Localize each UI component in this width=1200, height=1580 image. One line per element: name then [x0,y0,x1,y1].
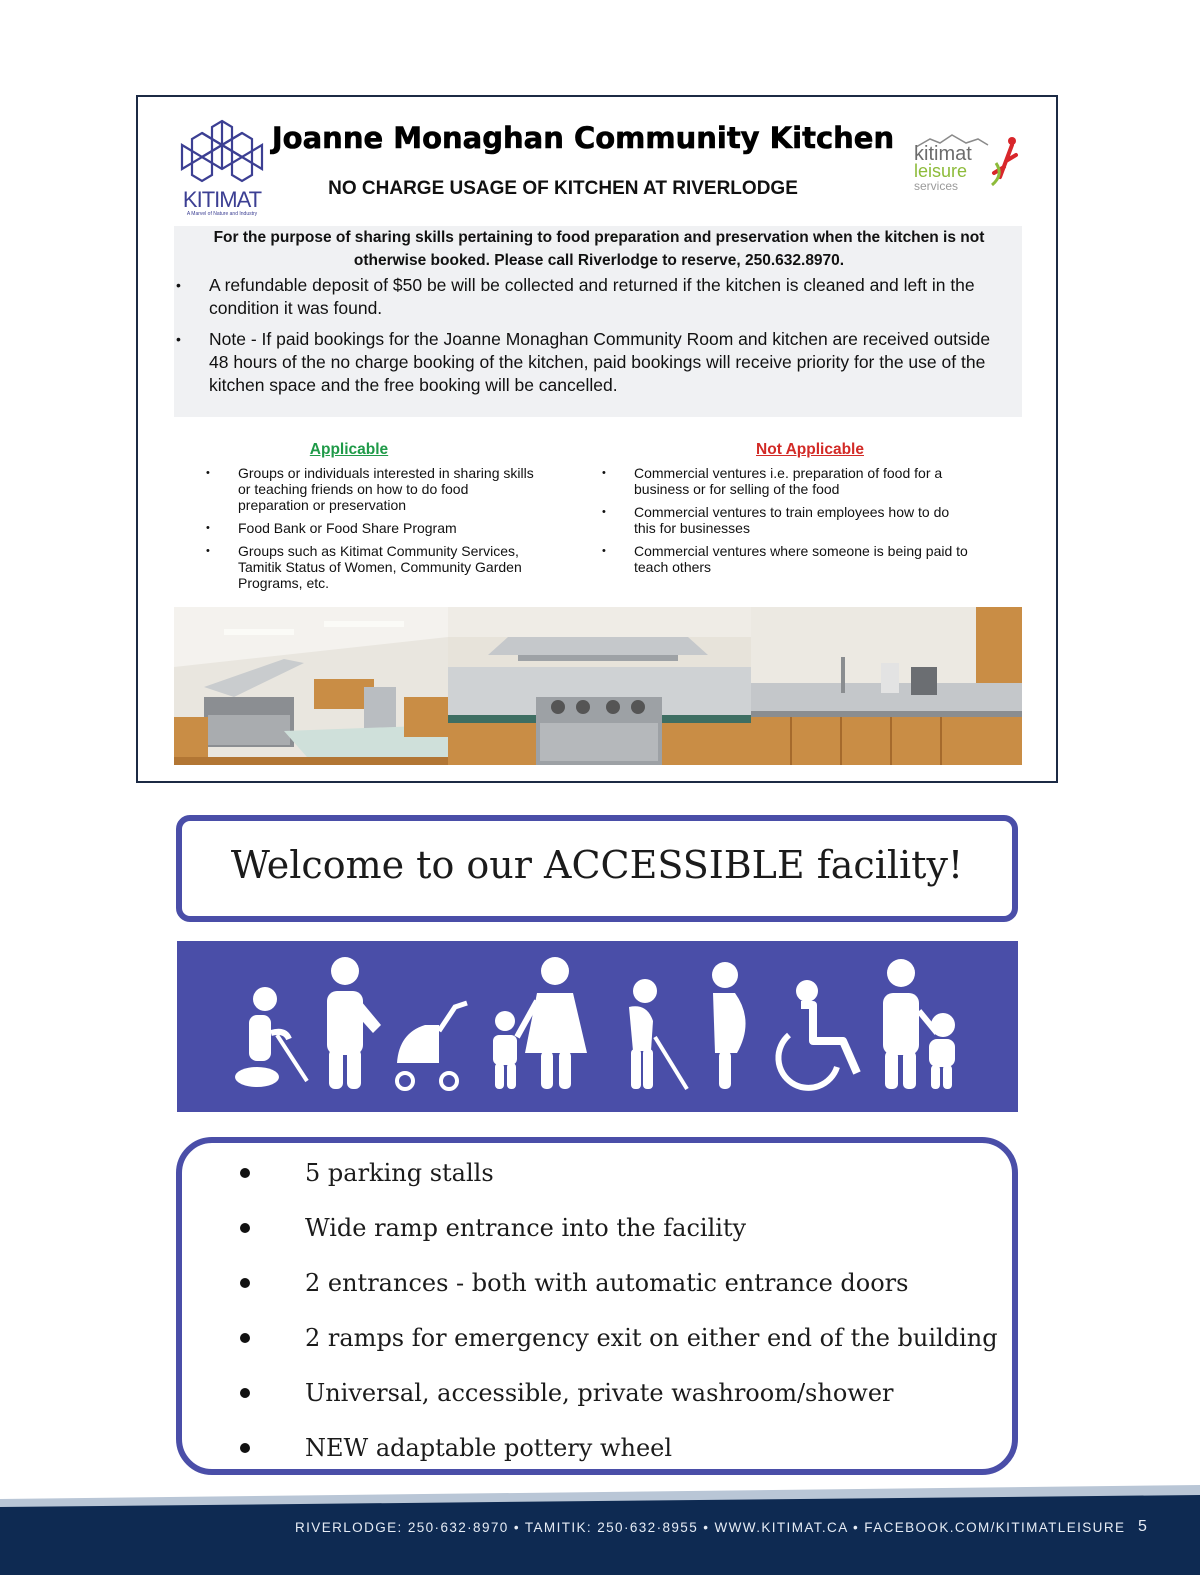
pregnant-person-icon [712,962,746,1089]
item-text: Food Bank or Food Share Program [238,520,457,536]
welcome-banner [176,815,1018,922]
feature-text: NEW adaptable pottery wheel [305,1434,673,1462]
bullet-icon: • [206,467,210,479]
applicable-heading: Applicable [309,441,389,458]
bullet-icon: • [176,331,181,347]
stroller-icon [397,1003,467,1089]
bullet-icon [240,1168,250,1178]
adult-with-child-icon [493,957,587,1089]
kitchen-info-box [174,226,1022,417]
leisure-logo-line2: leisure [914,161,968,181]
accessibility-features-box [176,1137,1018,1475]
kitchen-subtitle: NO CHARGE USAGE OF KITCHEN AT RIVERLODGE [328,178,798,199]
list-item [240,1153,998,1208]
not-applicable-heading: Not Applicable [756,441,864,458]
bullet-icon: • [206,522,210,534]
list-item [174,328,1014,397]
list-item [240,1208,998,1263]
welcome-heading: Welcome to our ACCESSIBLE facility! [230,843,964,887]
kitchen-card [136,95,1058,783]
kitchen-photos [174,607,1022,765]
bullet-icon [240,1443,250,1453]
applicable-column [204,441,584,598]
item-text: Commercial ventures where someone is being paid to teach others [634,543,968,575]
notes-list [174,274,1014,405]
kitimat-logo-text: KITIMAT [182,187,262,212]
list-item [240,1428,998,1483]
item-text: Groups such as Kitimat Community Services, Tamitik Status of Women, Community Garden Programs, etc. [238,543,522,591]
applicable-list [204,465,584,591]
kitchen-photo-stove [448,607,751,765]
list-item [204,543,538,591]
bullet-icon: • [176,277,181,293]
feature-text: Wide ramp entrance into the facility [305,1214,747,1242]
kitimat-logo-tagline: A Marvel of Nature and Industry [186,211,258,217]
bullet-icon [240,1333,250,1343]
leisure-logo-line1: kitimat [914,143,972,165]
item-text: Commercial ventures i.e. preparation of food for a business or for selling of the food [634,465,943,497]
seated-person-with-cane-icon [235,987,307,1087]
bullet-icon: • [602,545,606,557]
feature-text: 2 ramps for emergency exit on either end of the building [305,1324,998,1352]
feature-text: 5 parking stalls [305,1159,494,1187]
accessibility-people-icons [177,941,1018,1112]
not-applicable-list [600,465,980,575]
person-with-arm-sling-icon [327,957,381,1089]
wheelchair-user-icon [778,980,857,1088]
purpose-statement: For the purpose of sharing skills pertaining to food preparation and preservation when the kitchen is not otherwise booked. Please call Riverlodge to reserve, 250.632.8970. [213,229,985,269]
kitchen-photo-sinks [751,607,1022,765]
kitchen-title: Joanne Monaghan Community Kitchen [271,121,895,155]
leisure-logo-line3: services [914,179,959,193]
note-text: Note - If paid bookings for the Joanne Monaghan Community Room and kitchen are received outside 48 hours of the no charge booking of the kitchen, paid bookings will receive priority for the use of the kitchen space and the free booking will be cancelled. [209,329,991,395]
page-number: 5 [1138,1518,1147,1535]
list-item [240,1373,998,1428]
list-item [600,465,974,497]
item-text: Groups or individuals interested in sharing skills or teaching friends on how to do food preparation or preservation [238,465,534,513]
footer-contact: RIVERLODGE: 250·632·8970 • TAMITIK: 250·632·8955 • WWW.KITIMAT.CA • FACEBOOK.COM/KITIMATLEISURE [295,1520,1126,1535]
bullet-icon: • [602,506,606,518]
person-with-companion-icon [883,959,955,1089]
list-item [600,504,974,536]
features-list [240,1153,998,1483]
list-item [600,543,974,575]
feature-text: Universal, accessible, private washroom/shower [305,1379,894,1407]
list-item [240,1263,998,1318]
not-applicable-column [600,441,980,582]
kitimat-leisure-logo [908,133,1020,203]
accessibility-icons-band [177,941,1018,1112]
bullet-icon [240,1278,250,1288]
list-item [204,465,538,513]
note-text: A refundable deposit of $50 be will be collected and returned if the kitchen is cleaned and left in the condition it was found. [209,275,975,318]
feature-text: 2 entrances - both with automatic entrance doors [305,1269,909,1297]
bullet-icon: • [206,545,210,557]
list-item [204,520,538,536]
kitchen-photo-island [174,607,448,765]
bullet-icon: • [602,467,606,479]
list-item [174,274,1014,320]
list-item [240,1318,998,1373]
bullet-icon [240,1223,250,1233]
bullet-icon [240,1388,250,1398]
item-text: Commercial ventures to train employees how to do this for businesses [634,504,950,536]
elderly-person-with-cane-icon [629,979,687,1089]
